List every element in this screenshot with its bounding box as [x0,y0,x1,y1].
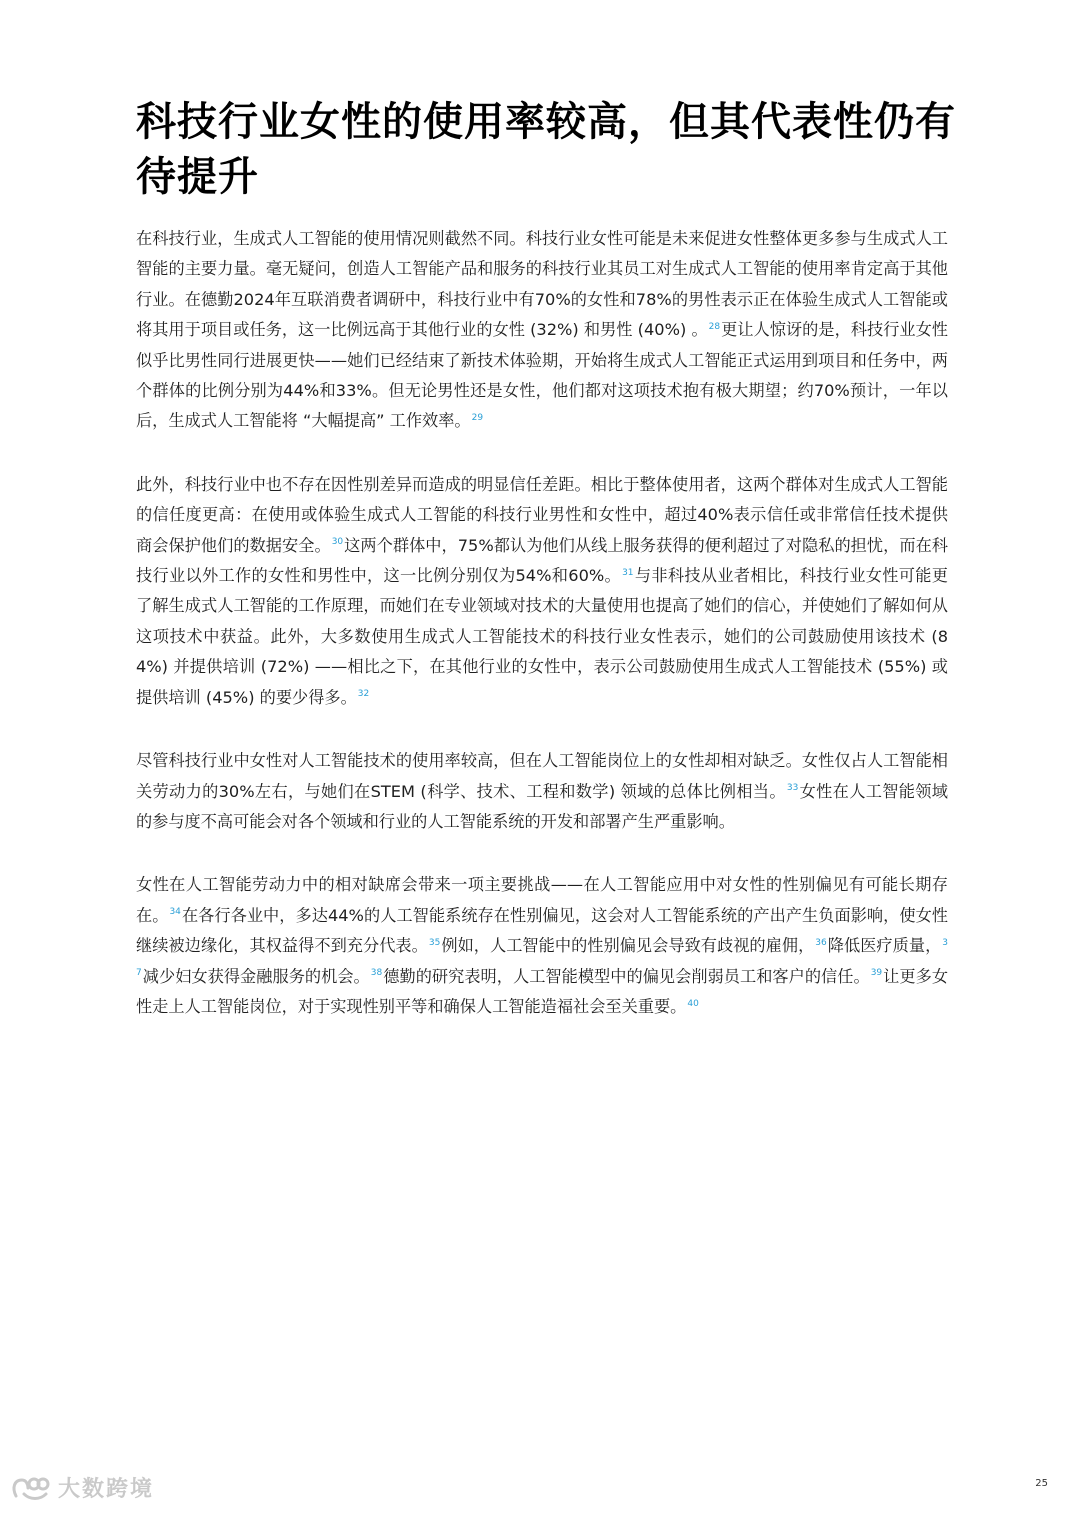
paragraph-2 [136,470,948,713]
body-text [136,224,948,1055]
paragraph-text: 降低医疗质量， [827,936,942,956]
paragraph-text: 更让人惊讶的是，科技行业女性似乎比男性同行进展更快——她们已经结束了新技术体验期，开始将生成式人工智能正式运用到项目和任务中，两个群体的比例分别为44%和33%。但无论男性还是女性，他们都对这项技术抱有极大期望；约70%预计，一年以后，生成式人工智能将 “大幅提高” 工作效率。 [136,320,948,431]
footnote-ref-30[interactable]: 30 [331,537,344,548]
paragraph-text: 与非科技从业者相比，科技行业女性可能更了解生成式人工智能的工作原理，而她们在专业领域对技术的大量使用也提高了她们的信心，并使她们了解如何从这项技术中获益。此外，大多数使用生成式人工智能技术的科技行业女性表示，她们的公司鼓励使用该技术 (84%) 并提供培训 (72%) ——相比之下，在其他行业的女性中，表示公司鼓励使用生成式人工智能技术 (55%) 或提供培训 (45%) 的要少得多。 [136,566,948,707]
brand-logo-icon [10,1474,50,1502]
paragraph-text: 在科技行业，生成式人工智能的使用情况则截然不同。科技行业女性可能是未来促进女性整体更多参与生成式人工智能的主要力量。毫无疑问，创造人工智能产品和服务的科技行业其员工对生成式人工智能的使用率肯定高于其他行业。在德勤2024年互联消费者调研中，科技行业中有70%的女性和78%的男性表示正在体验生成式人工智能或将其用于项目或任务，这一比例远高于其他行业的女性 (32%) 和男性 (40%) 。 [136,229,948,340]
paragraph-text: 德勤的研究表明，人工智能模型中的偏见会削弱员工和客户的信任。 [383,966,870,986]
paragraph-text: 尽管科技行业中女性对人工智能技术的使用率较高，但在人工智能岗位上的女性却相对缺乏。女性仅占人工智能相关劳动力的30%左右，与她们在STEM (科学、技术、工程和数学) 领域的总体比例相当。 [136,751,948,801]
page-number: 25 [1035,1478,1048,1489]
footnote-ref-34[interactable]: 34 [169,907,181,918]
paragraph-text: 这两个群体中，75%都认为他们从线上服务获得的便利超过了对隐私的担忧，而在科技行业以外工作的女性和男性中，这一比例分别仅为54%和60%。 [136,535,948,586]
paragraph-text: 减少妇女获得金融服务的机会。 [142,966,370,986]
paragraph-text: 在各行各业中，多达44%的人工智能系统存在性别偏见，这会对人工智能系统的产出产生负面影响，使女性继续被边缘化，其权益得不到充分代表。 [136,905,948,956]
footnote-ref-29[interactable]: 29 [471,413,484,424]
footnote-ref-31[interactable]: 31 [622,567,634,578]
watermark-text: 大数跨境 [58,1477,155,1502]
footnote-ref-36[interactable]: 36 [815,937,827,948]
paragraph-text: 此外，科技行业中也不存在因性别差异而造成的明显信任差距。相比于整体使用者，这两个群体对生成式人工智能的信任度更高：在使用或体验生成式人工智能的科技行业男性和女性中，超过40%表示信任或非常信任技术提供商会保护他们的数据安全。 [136,474,948,555]
paragraph-text: 让更多女性走上人工智能岗位，对于实现性别平等和确保人工智能造福社会至关重要。 [136,966,949,1016]
page-title: 科技行业女性的使用率较高，但其代表性仍有待提升 [136,99,956,200]
footnote-ref-28[interactable]: 28 [708,321,721,332]
footnote-ref-33[interactable]: 33 [786,783,799,794]
footnote-ref-40[interactable]: 40 [687,998,699,1009]
paragraph-text: 例如，人工智能中的性别偏见会导致有歧视的雇佣， [441,936,815,956]
footnote-ref-35[interactable]: 35 [428,937,441,948]
footnote-ref-32[interactable]: 32 [357,689,370,700]
footnote-ref-37[interactable]: 37 [136,937,949,979]
paragraph-text: 女性在人工智能劳动力中的相对缺席会带来一项主要挑战——在人工智能应用中对女性的性别偏见有可能长期存在。 [136,875,948,925]
paragraph-4 [136,870,948,1022]
paragraph-text: 女性在人工智能领域的参与度不高可能会对各个领域和行业的人工智能系统的开发和部署产生严重影响。 [136,781,948,831]
paragraph-1 [136,224,948,437]
paragraph-3 [136,746,948,837]
footnote-ref-39[interactable]: 39 [870,968,883,979]
watermark [10,1472,154,1503]
footnote-ref-38[interactable]: 38 [370,968,383,979]
